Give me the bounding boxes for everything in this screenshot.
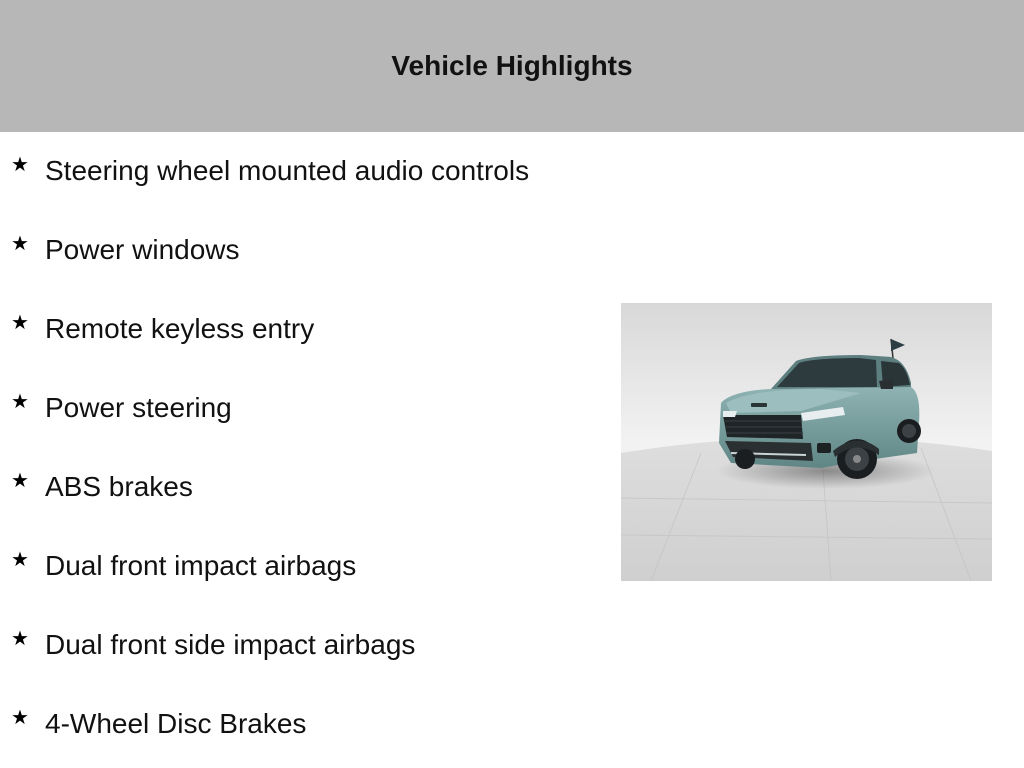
highlight-label: ABS brakes xyxy=(45,471,193,502)
star-icon: ★ xyxy=(11,231,29,255)
star-icon: ★ xyxy=(11,310,29,334)
star-icon: ★ xyxy=(11,152,29,176)
highlight-label: 4-Wheel Disc Brakes xyxy=(45,708,307,739)
star-icon: ★ xyxy=(11,626,29,650)
list-item xyxy=(0,448,600,527)
list-item xyxy=(0,527,600,606)
highlight-label: Power windows xyxy=(45,234,240,265)
list-item xyxy=(0,211,600,290)
suv-image xyxy=(621,303,992,581)
list-item xyxy=(0,369,600,448)
highlight-label: Power steering xyxy=(45,392,232,423)
list-item xyxy=(0,132,600,211)
star-icon: ★ xyxy=(11,705,29,729)
list-item xyxy=(0,290,600,369)
highlight-label: Remote keyless entry xyxy=(45,313,315,344)
star-icon: ★ xyxy=(11,547,29,571)
highlights-list xyxy=(0,132,600,764)
highlight-label: Steering wheel mounted audio controls xyxy=(45,155,530,186)
page-title: Vehicle Highlights xyxy=(391,50,633,81)
list-item xyxy=(0,606,600,685)
star-icon: ★ xyxy=(11,389,29,413)
list-item xyxy=(0,685,600,764)
highlight-label: Dual front impact airbags xyxy=(45,550,357,581)
highlight-label: Dual front side impact airbags xyxy=(45,629,416,660)
vehicle-photo xyxy=(621,303,992,581)
star-icon: ★ xyxy=(11,468,29,492)
header-bar xyxy=(0,0,1024,132)
